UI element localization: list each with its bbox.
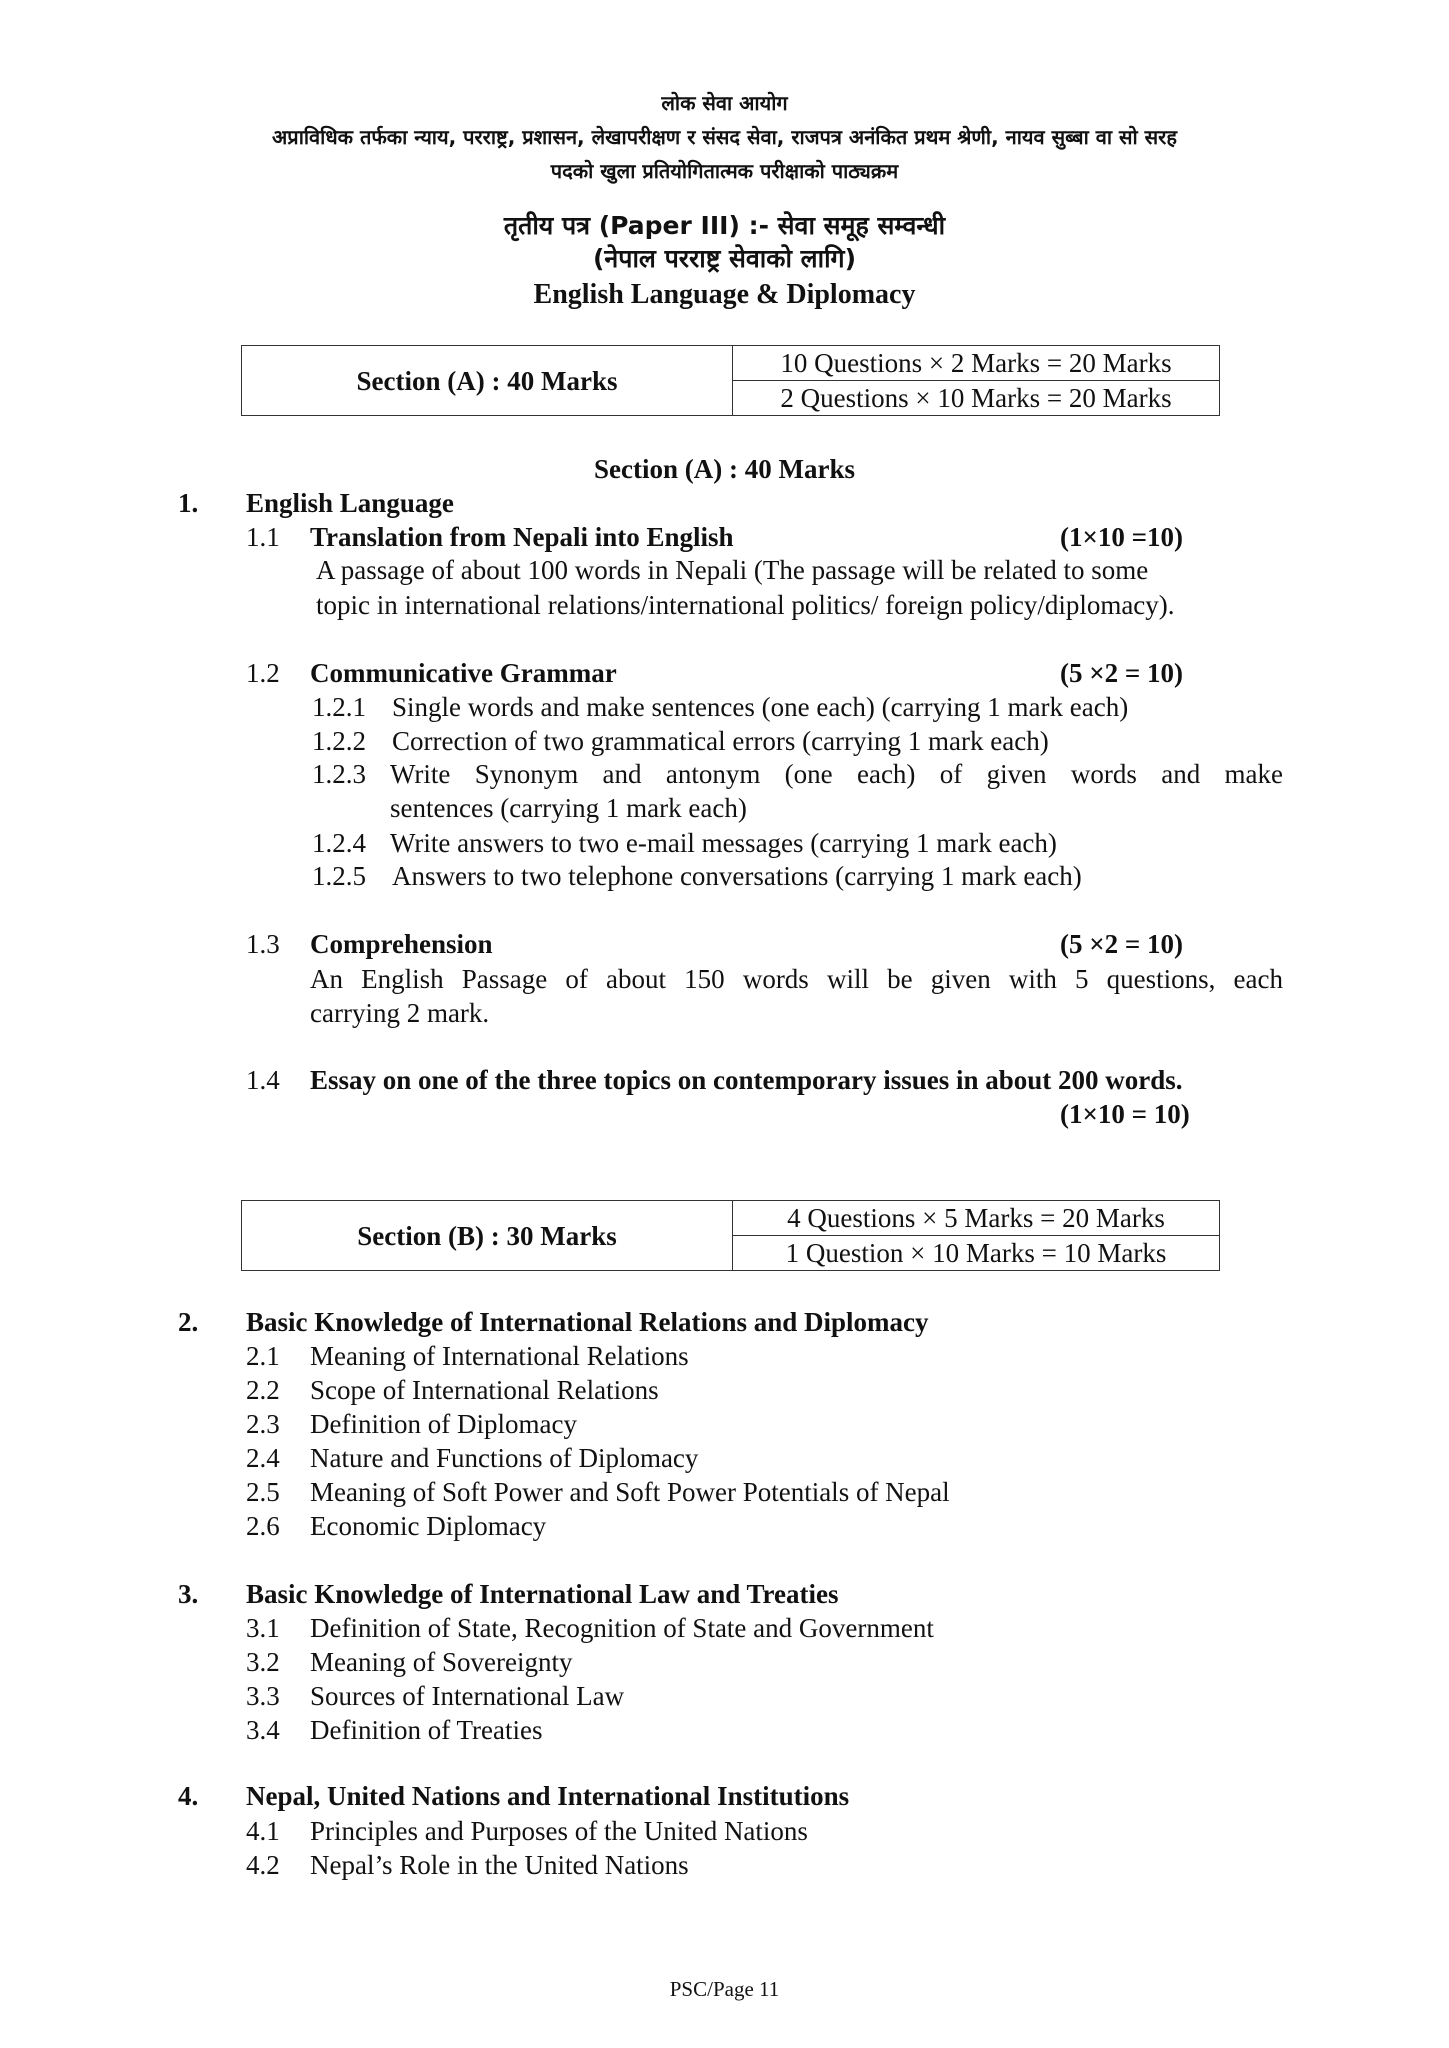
service-title: (नेपाल परराष्ट्र सेवाको लागि) <box>592 244 857 273</box>
section-a-label: Section (A) : 40 Marks <box>242 346 733 416</box>
s2-item-text: Scope of International Relations <box>310 1375 659 1405</box>
s3-item-number: 3.1 <box>246 1613 280 1643</box>
s2-item-text: Economic Diplomacy <box>310 1511 547 1541</box>
s12-number: 1.2 <box>246 658 280 688</box>
s2-item-text: Definition of Diplomacy <box>310 1409 577 1439</box>
s3-item-text: Definition of Treaties <box>310 1715 543 1745</box>
s12-item-number: 1.2.2 <box>312 726 366 756</box>
section-b-marks-table <box>241 1200 1220 1271</box>
s3-item-number: 3.4 <box>246 1715 280 1745</box>
section-1-title: English Language <box>246 488 454 518</box>
s2-item-number: 2.3 <box>246 1409 280 1439</box>
section-b-label: Section (B) : 30 Marks <box>242 1201 733 1271</box>
s3-item-text: Definition of State, Recognition of State and Government <box>310 1613 934 1643</box>
s11-title: Translation from Nepali into English <box>310 522 734 552</box>
section-a-heading: Section (A) : 40 Marks <box>594 454 855 484</box>
s13-body-1: An English Passage of about 150 words will be given with 5 questions, each <box>310 964 1283 994</box>
section-2-number: 2. <box>178 1307 199 1337</box>
section-4-title: Nepal, United Nations and International Institutions <box>246 1781 850 1811</box>
s12-item-text: Write answers to two e-mail messages (carrying 1 mark each) <box>390 828 1057 858</box>
s12-item-number: 1.2.5 <box>312 861 366 891</box>
section-b-row-1: 4 Questions × 5 Marks = 20 Marks <box>733 1201 1220 1236</box>
org-name: लोक सेवा आयोग <box>661 91 788 115</box>
s14-number: 1.4 <box>246 1065 280 1095</box>
page-footer: PSC/Page 11 <box>669 1977 780 2001</box>
s12-item-text: Write Synonym and antonym (one each) of given words and make <box>390 759 1283 789</box>
s12-item-text: Answers to two telephone conversations (carrying 1 mark each) <box>392 861 1082 891</box>
s11-marks: (1×10 =10) <box>1060 522 1184 552</box>
s11-body-1: A passage of about 100 words in Nepali (The passage will be related to some <box>316 555 1149 585</box>
s11-body-2: topic in international relations/international politics/ foreign policy/diplomacy). <box>316 590 1175 620</box>
s12-item-text: Correction of two grammatical errors (carrying 1 mark each) <box>392 726 1049 756</box>
section-a-marks-table <box>241 345 1220 416</box>
section-3-number: 3. <box>178 1579 199 1609</box>
s4-item-number: 4.2 <box>246 1850 280 1880</box>
s3-item-text: Meaning of Sovereignty <box>310 1647 573 1677</box>
section-b-row-2: 1 Question × 10 Marks = 10 Marks <box>733 1236 1220 1271</box>
s2-item-text: Meaning of Soft Power and Soft Power Potentials of Nepal <box>310 1477 950 1507</box>
s14-marks: (1×10 = 10) <box>1060 1099 1190 1129</box>
section-4-number: 4. <box>178 1781 199 1811</box>
s3-item-text: Sources of International Law <box>310 1681 625 1711</box>
s2-item-number: 2.4 <box>246 1443 280 1473</box>
s2-item-number: 2.6 <box>246 1511 280 1541</box>
section-1-number: 1. <box>178 488 199 518</box>
s13-number: 1.3 <box>246 929 280 959</box>
section-3-title: Basic Knowledge of International Law and Treaties <box>246 1579 839 1609</box>
s12-item-text: Single words and make sentences (one each) (carrying 1 mark each) <box>392 692 1129 722</box>
s13-body-2: carrying 2 mark. <box>310 998 490 1028</box>
s3-item-number: 3.3 <box>246 1681 280 1711</box>
s4-item-number: 4.1 <box>246 1816 280 1846</box>
s13-marks: (5 ×2 = 10) <box>1060 929 1184 959</box>
s2-item-number: 2.2 <box>246 1375 280 1405</box>
s3-item-number: 3.2 <box>246 1647 280 1677</box>
s12-item-text-cont: sentences (carrying 1 mark each) <box>390 793 747 823</box>
s2-item-number: 2.5 <box>246 1477 280 1507</box>
header-line-3: पदको खुला प्रतियोगितात्मक परीक्षाको पाठ्यक्रम <box>550 159 899 183</box>
s11-number: 1.1 <box>246 522 280 552</box>
s12-title: Communicative Grammar <box>310 658 617 688</box>
paper-title: तृतीय पत्र (Paper III) :- सेवा समूह सम्वन्धी <box>503 211 946 240</box>
section-2-title: Basic Knowledge of International Relations and Diplomacy <box>246 1307 929 1337</box>
s12-item-number: 1.2.4 <box>312 828 366 858</box>
s2-item-text: Meaning of International Relations <box>310 1341 689 1371</box>
section-a-row-1: 10 Questions × 2 Marks = 20 Marks <box>733 346 1220 381</box>
s12-marks: (5 ×2 = 10) <box>1060 658 1184 688</box>
s4-item-text: Nepal’s Role in the United Nations <box>310 1850 689 1880</box>
header-line-2: अप्राविधिक तर्फका न्याय, परराष्ट्र, प्रशासन, लेखापरीक्षण र संसद सेवा, राजपत्र अनंकित प्रथम श्रेणी, नायव सुब्बा वा सो सरह <box>272 125 1177 149</box>
subject-title: English Language & Diplomacy <box>533 279 916 310</box>
s12-item-number: 1.2.1 <box>312 692 366 722</box>
s2-item-number: 2.1 <box>246 1341 280 1371</box>
s12-item-number: 1.2.3 <box>312 759 366 789</box>
s4-item-text: Principles and Purposes of the United Nations <box>310 1816 808 1846</box>
s14-title: Essay on one of the three topics on contemporary issues in about 200 words. <box>310 1065 1183 1095</box>
s13-title: Comprehension <box>310 929 493 959</box>
s2-item-text: Nature and Functions of Diplomacy <box>310 1443 699 1473</box>
section-a-row-2: 2 Questions × 10 Marks = 20 Marks <box>733 381 1220 416</box>
